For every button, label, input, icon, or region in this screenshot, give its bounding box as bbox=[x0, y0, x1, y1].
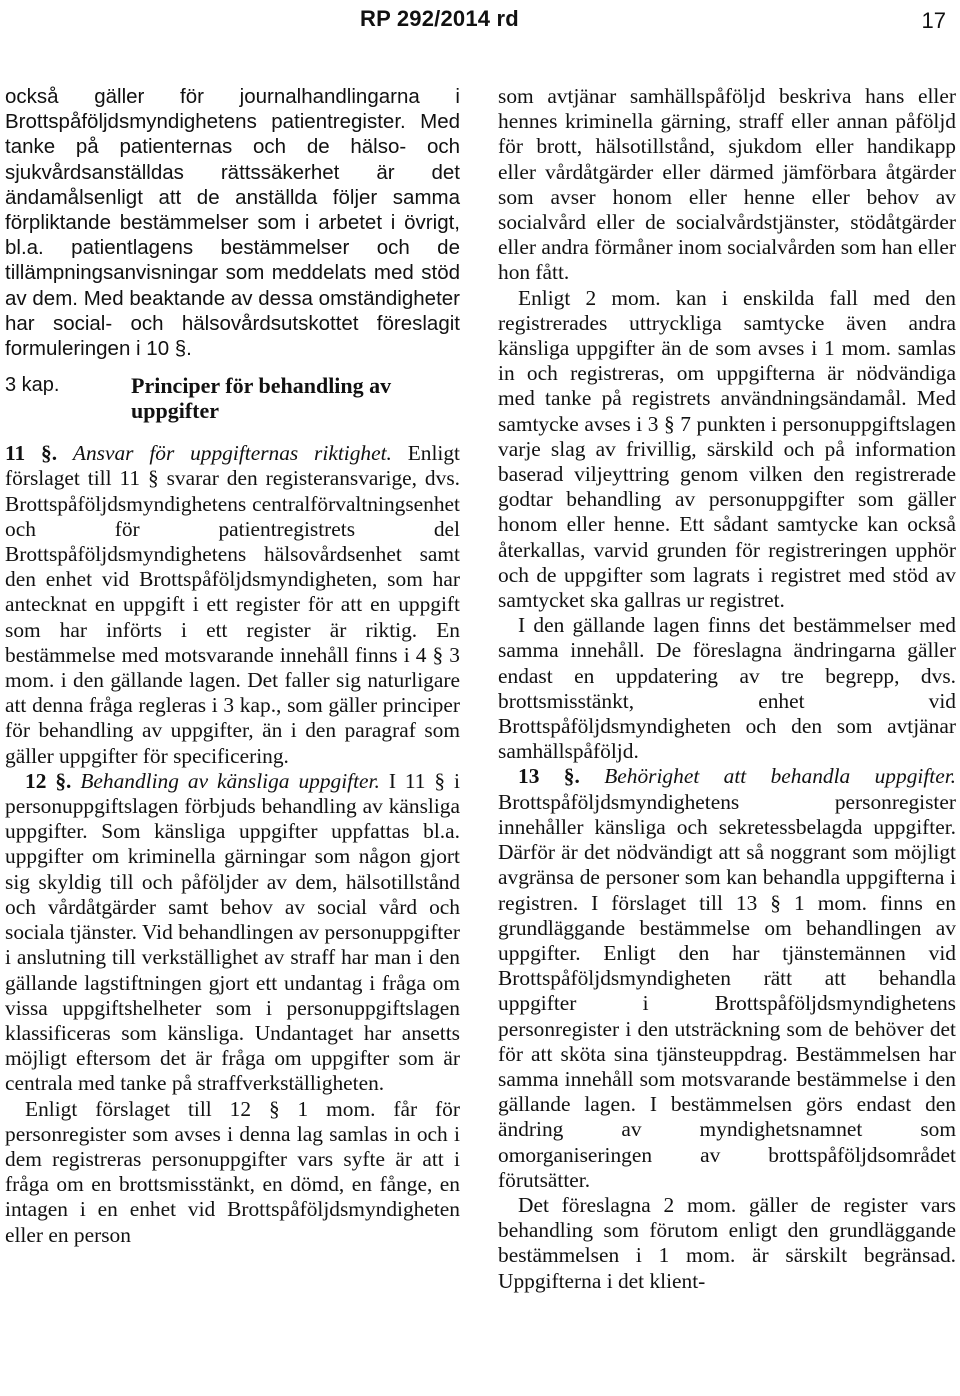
left-column bbox=[5, 84, 460, 1248]
section-12-text: I 11 § i personuppgiftslagen förbjuds behandling av känsliga uppgifter. Som känsliga uppgifter uppfattas bl.a. uppgifter om kriminella gärningar som någon gjort sig skyldig till och påföljder av dem, hälsotillstånd och vårdåtgärder samt behov av social vård och sociala tjänster. Vid behandlingen av personuppgifter i anslutning till verkställighet av straff har man i den gällande lagstiftningen gjort ett undantag i fråga om vissa uppgiftshelheter som i personuppgiftslagen klassificeras som känsliga. Undantaget har ansetts möjligt eftersom det är fråga om uppgifter som är centrala med tanke på straffverkställigheten. bbox=[5, 768, 460, 1096]
chapter-title: Principer för behandling av uppgifter bbox=[131, 373, 392, 424]
section-13-text: Brottspåföljdsmyndighetens personregister innehåller känsliga och sekretessbelagda uppgifter. Därför är det nödvändigt att så noggrant som möjligt avgränsa de personer som kan behandla uppgifterna i registren. I förslaget till 13 § 1 mom. finns en grundläggande bestämmelse om behandlingen av uppgifter. Enligt den har tjänstemännen vid Brottspåföljdsmyndigheten rätt att behandla uppgifter i Brottspåföljdsmyndighetens personregister i den utsträckning som de behöver det för att sköta sina tjänsteuppdrag. Bestämmelsen har samma innehåll som motsvarande bestämmelse i den gällande lagen. I bestämmelsen görs endast den ändring av myndighetsnamnet som omorganiseringen av brottspåföljdsområdet förutsätter. bbox=[498, 789, 956, 1192]
right-column bbox=[498, 84, 956, 1294]
chapter-heading bbox=[5, 373, 460, 423]
section-13-number: 13 §. bbox=[518, 764, 580, 789]
section-13-heading: Behörighet att behandla uppgifter. bbox=[604, 764, 957, 789]
section-12 bbox=[5, 769, 460, 1097]
page-number: 17 bbox=[921, 8, 946, 33]
section-12-heading: Behandling av känsliga uppgifter. bbox=[80, 768, 380, 793]
section-12-number: 12 §. bbox=[25, 768, 72, 793]
right-paragraph-3: I den gällande lagen finns det bestämmelser med samma innehåll. De föreslagna ändringarna gäller endast en uppdatering av tre begrepp, dvs. brottsmisstänkt, enhet vid Brottspåföljdsmyndigheten och den som avtjänar samhällspåföljd. bbox=[498, 613, 956, 764]
intro-paragraph: också gäller för journalhandlingarna i Brottspåföljdsmyndighetens patientregister. Med tanke på patienternas och de hälso- och sjukvårdsanställdas rättssäkerhet är det ändamålsenligt att de anställda följer samma förpliktande bestämmelser som i arbetet i övrigt, bl.a. patientlagens bestämmelser och de tillämpningsanvisningar som meddelats med stöd av dem. Med beaktande av dessa omständigheter har social- och hälsovårdsutskottet föreslagit formuleringen i 10 §. bbox=[5, 85, 460, 361]
document-header-title: RP 292/2014 rd bbox=[360, 6, 519, 31]
section-11 bbox=[5, 441, 460, 769]
section-13 bbox=[498, 764, 956, 1192]
right-paragraph-1: som avtjänar samhällspåföljd beskriva hans eller hennes kriminella gärning, straff eller annan påföljd för brott, hälsotillstånd, sjukdom eller handikapp eller vårdåtgärder eller därmed jämförbara åtgärder som avser honom eller henne eller behov av socialvård eller de socialvårdstjänster, stödåtgärder eller andra förmåner inom socialvården som han eller hon fått. bbox=[498, 84, 956, 285]
chapter-label: 3 kap. bbox=[5, 374, 60, 397]
section-11-number: 11 §. bbox=[5, 441, 58, 466]
right-last-paragraph: Det föreslagna 2 mom. gäller de register vars behandling som förutom enligt den grundläggande bestämmelsen i 1 mom. är särskilt begränsad. Uppgifterna i det klient- bbox=[498, 1192, 956, 1293]
section-11-heading: Ansvar för uppgifternas riktighet. bbox=[72, 441, 392, 466]
right-paragraph-2: Enligt 2 mom. kan i enskilda fall med den registrerades uttryckliga samtycke även andra känsliga uppgifter än de som avses i 1 mom. samlas in och registreras, om uppgifterna är nödvändiga med tanke på registrets användningsändamål. Med samtycke avses i 3 § 7 punkten i personuppgiftslagen varje slag av frivillig, särskild och på information baserad viljeyttring genom vilken den registrerade godtar behandling av personuppgifter som gäller honom eller henne. Ett sådant samtycke kan också återkallas, varvid grunden för registreringen upphör och de uppgifter som lagrats i registret med stöd av samtycket ska gallras ur registret. bbox=[498, 285, 956, 613]
section-11-text: Enligt förslaget till 11 § svarar den registeransvarige, dvs. Brottspåföljdsmyndighetens centralförvaltningsenhet och för patientregistrets del Brottspåföljdsmyndighetens hälsovårdsenhet samt den enhet vid Brottspåföljdsmyndigheten, som har antecknat en uppgift i ett register för att en uppgift som har införts i ett register är riktig. En bestämmelse med motsvarande innehåll finns i 4 § 3 mom. i den gällande lagen. Det faller sig naturligare att denna fråga regleras i 3 kap., som gäller principer för behandling av uppgifter, än i den paragraf som gäller uppgifter för specificering. bbox=[5, 441, 461, 768]
left-last-paragraph: Enligt förslaget till 12 § 1 mom. får för personregister som avses i denna lag samlas in och i dem registreras personuppgifter vars syfte är att i fråga om en brottsmisstänkt, en dömd, en fånge, en intagen i en enhet vid Brottspåföljdsmyndigheten eller en person bbox=[5, 1096, 460, 1247]
